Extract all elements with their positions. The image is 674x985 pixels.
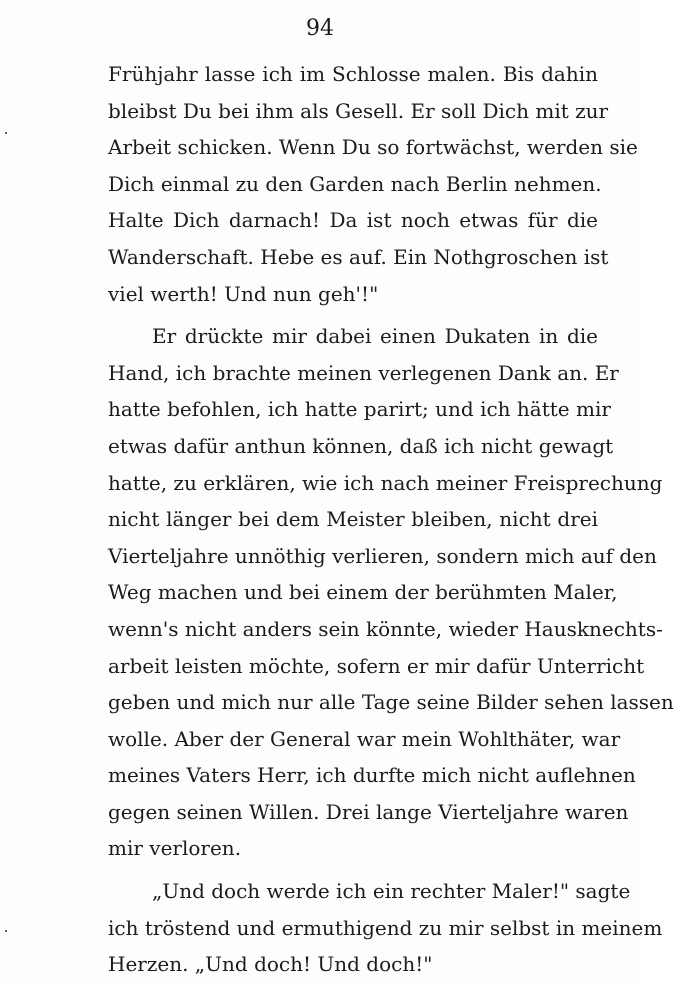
text-line: nicht länger bei dem Meister bleiben, nicht drei: [108, 507, 598, 532]
text-line: mir verloren.: [108, 836, 242, 861]
page-number: 94: [306, 16, 334, 41]
text-line: hatte, zu erklären, wie ich nach meiner Freisprechung: [108, 470, 663, 495]
text-line: Vierteljahre unnöthig verlieren, sondern mich auf den: [108, 543, 657, 568]
paragraph: [108, 318, 674, 867]
paragraph: [108, 873, 663, 983]
text-line: Halte Dich darnach! Da ist noch etwas für die: [108, 208, 598, 233]
text-line: Hand, ich brachte meinen verlegenen Dank an. Er: [108, 360, 619, 385]
text-line: Herzen. „Und doch! Und doch!": [108, 952, 433, 977]
text-line: Weg machen und bei einem der berühmten Maler,: [108, 580, 618, 605]
text-line: Wanderschaft. Hebe es auf. Ein Nothgroschen ist: [108, 244, 609, 269]
text-line: ich tröstend und ermuthigend zu mir selbst in meinem: [108, 915, 663, 940]
text-line: wenn's nicht anders sein könnte, wieder Hausknechts-: [108, 616, 663, 641]
text-line: Arbeit schicken. Wenn Du so fortwächst, werden sie: [108, 135, 638, 160]
text-line: gegen seinen Willen. Drei lange Vierteljahre waren: [108, 799, 629, 824]
text-line: viel werth! Und nun geh'!": [108, 281, 379, 306]
text-line: etwas dafür anthun können, daß ich nicht gewagt: [108, 433, 614, 458]
paragraph: [108, 56, 638, 312]
scan-speck: [5, 930, 7, 932]
text-line: bleibst Du bei ihm als Gesell. Er soll Dich mit zur: [108, 98, 609, 123]
scan-speck: [5, 132, 7, 134]
text-line: Frühjahr lasse ich im Schlosse malen. Bis dahin: [108, 62, 598, 86]
text-line: Er drückte mir dabei einen Dukaten in die: [152, 324, 598, 349]
text-line: arbeit leisten möchte, sofern er mir dafür Unterricht: [108, 653, 645, 678]
text-line: Dich einmal zu den Garden nach Berlin nehmen.: [108, 171, 602, 196]
text-line: wolle. Aber der General war mein Wohlthäter, war: [108, 726, 621, 751]
text-line: meines Vaters Herr, ich durfte mich nicht auflehnen: [108, 763, 636, 788]
text-line: „Und doch werde ich ein rechter Maler!" sagte: [152, 879, 631, 904]
text-line: geben und mich nur alle Tage seine Bilder sehen lassen: [108, 690, 674, 715]
text-line: hatte befohlen, ich hatte parirt; und ich hätte mir: [108, 397, 611, 422]
body-text: [108, 56, 674, 983]
